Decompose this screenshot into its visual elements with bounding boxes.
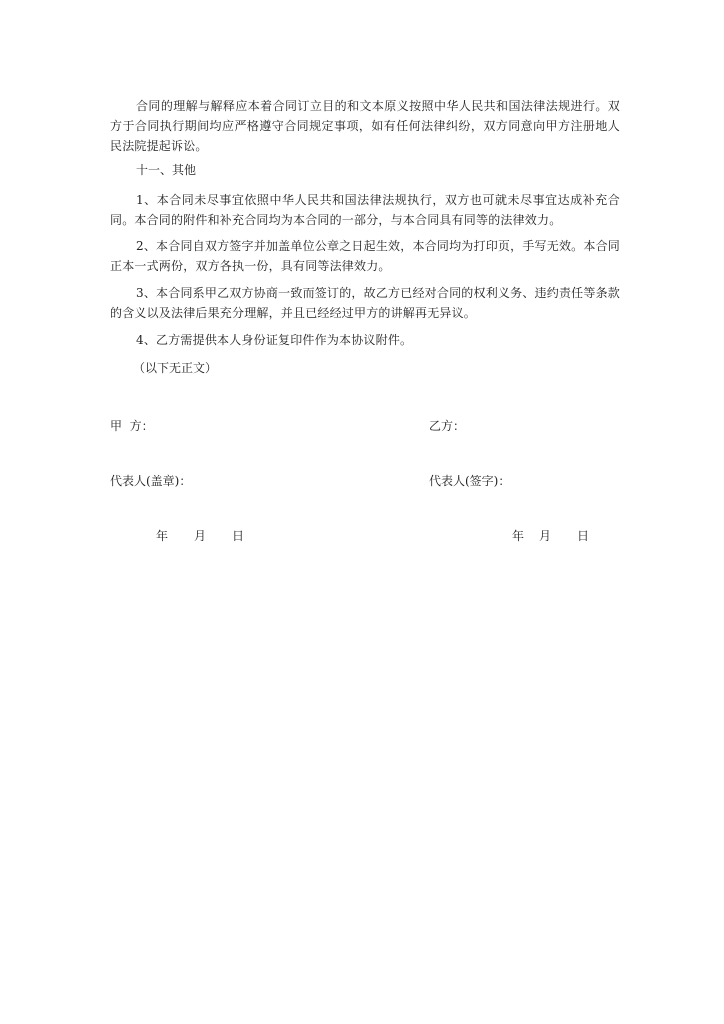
representative-a-label: 代表人(盖章)： <box>110 474 192 488</box>
party-a-label: 甲 方： <box>110 419 154 433</box>
clause-item-4: 4、乙方需提供本人身份证复印件作为本协议附件。 <box>136 333 413 347</box>
date-b-year: 年 <box>512 529 525 543</box>
party-b-label: 乙方： <box>429 419 466 433</box>
interpretation-clause: 合同的理解与解释应本着合同订立目的和文本原义按照中华人民共和国法律法规进行。双方于合同执行期间均应严格遵守合同规定事项，如有任何法律纠纷，双方同意向甲方注册地人民法院提起诉讼。 <box>110 99 620 153</box>
end-note: （以下无正文） <box>133 361 218 375</box>
date-a-year: 年 <box>156 529 169 543</box>
section-title: 十一、其他 <box>136 163 197 177</box>
clause-item-2: 2、本合同自双方签字并加盖单位公章之日起生效，本合同均为打印页，手写无效。本合同正本一式两份，双方各执一份，具有同等法律效力。 <box>110 239 620 273</box>
date-a-day: 日 <box>232 529 245 543</box>
date-b-month: 月 <box>539 529 552 543</box>
date-b-day: 日 <box>577 529 590 543</box>
clause-item-1: 1、本合同未尽事宜依照中华人民共和国法律法规执行，双方也可就未尽事宜达成补充合同。本合同的附件和补充合同均为本合同的一部分，与本合同具有同等的法律效力。 <box>110 193 620 227</box>
clause-item-3: 3、本合同系甲乙双方协商一致而签订的，故乙方已经对合同的权利义务、违约责任等条款的含义以及法律后果充分理解，并且已经经过甲方的讲解再无异议。 <box>110 286 620 320</box>
representative-b-label: 代表人(签字)： <box>429 474 511 488</box>
date-a-month: 月 <box>194 529 207 543</box>
